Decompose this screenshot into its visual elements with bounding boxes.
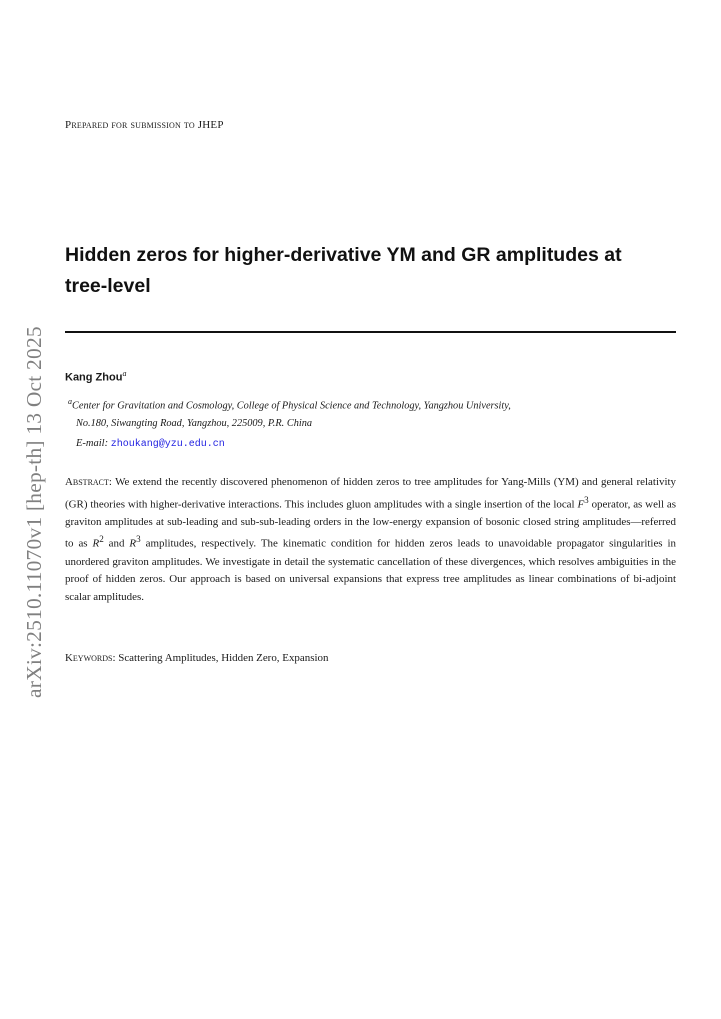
abstract-math-sup: 3 <box>136 534 141 545</box>
keywords-label: Keywords: <box>65 652 116 664</box>
submission-note: Prepared for submission to JHEP <box>65 119 224 131</box>
paper-title: Hidden zeros for higher-derivative YM and GR amplitudes at tree-level <box>65 244 622 297</box>
keywords <box>65 652 676 664</box>
abstract-math-sup: 2 <box>99 534 104 545</box>
email-line <box>76 438 225 450</box>
title-divider <box>65 331 676 333</box>
affiliation-line-1: Center for Gravitation and Cosmology, College of Physical Science and Technology, Yangzhou University, <box>72 400 511 412</box>
affiliation <box>68 393 668 433</box>
author-affiliation-mark: a <box>122 369 127 378</box>
abstract-label: Abstract: <box>65 476 112 488</box>
abstract-math-r3: R <box>129 538 137 551</box>
arxiv-identifier[interactable]: arXiv:2510.11070v1 [hep-th] 13 Oct 2025 <box>22 326 46 698</box>
author-name: Kang Zhou <box>65 371 123 384</box>
abstract-math-sup: 3 <box>584 494 589 505</box>
abstract-text-2: operator, as well as graviton amplitudes at sub-leading and sub-sub-leading orders in the low-energy expansion of bosonic closed string amplitudes—referred to as <box>65 498 676 551</box>
email-label: E-mail: <box>76 438 109 449</box>
abstract-text-1: We extend the recently discovered phenomenon of hidden zeros to tree amplitudes for Yang-Mills (YM) and general relativity (GR) theories with higher-derivative interactions. This includes gluon amplitudes with a single insertion of the local <box>65 476 676 511</box>
keywords-list: Scattering Amplitudes, Hidden Zero, Expansion <box>118 652 329 664</box>
affiliation-mark: a <box>68 397 72 406</box>
author <box>65 369 126 384</box>
abstract <box>65 474 676 606</box>
abstract-math-f: F <box>577 498 585 511</box>
affiliation-line-2: No.180, Siwangting Road, Yangzhou, 225009, P.R. China <box>76 418 312 430</box>
abstract-text-3: and <box>103 538 130 551</box>
email-link[interactable]: zhoukang@yzu.edu.cn <box>110 439 225 450</box>
abstract-text-4: amplitudes, respectively. The kinematic condition for hidden zeros leads to unavoidable propagator singularities in unordered graviton amplitudes. We investigate in detail the systematic cancellation of these divergences, which resolves ambiguities in the proof of hidden zeros. Our approach is based on universal expansions that express tree amplitudes as linear combinations of bi-adjoint scalar amplitudes. <box>65 538 676 603</box>
abstract-math-r2: R <box>92 538 100 551</box>
